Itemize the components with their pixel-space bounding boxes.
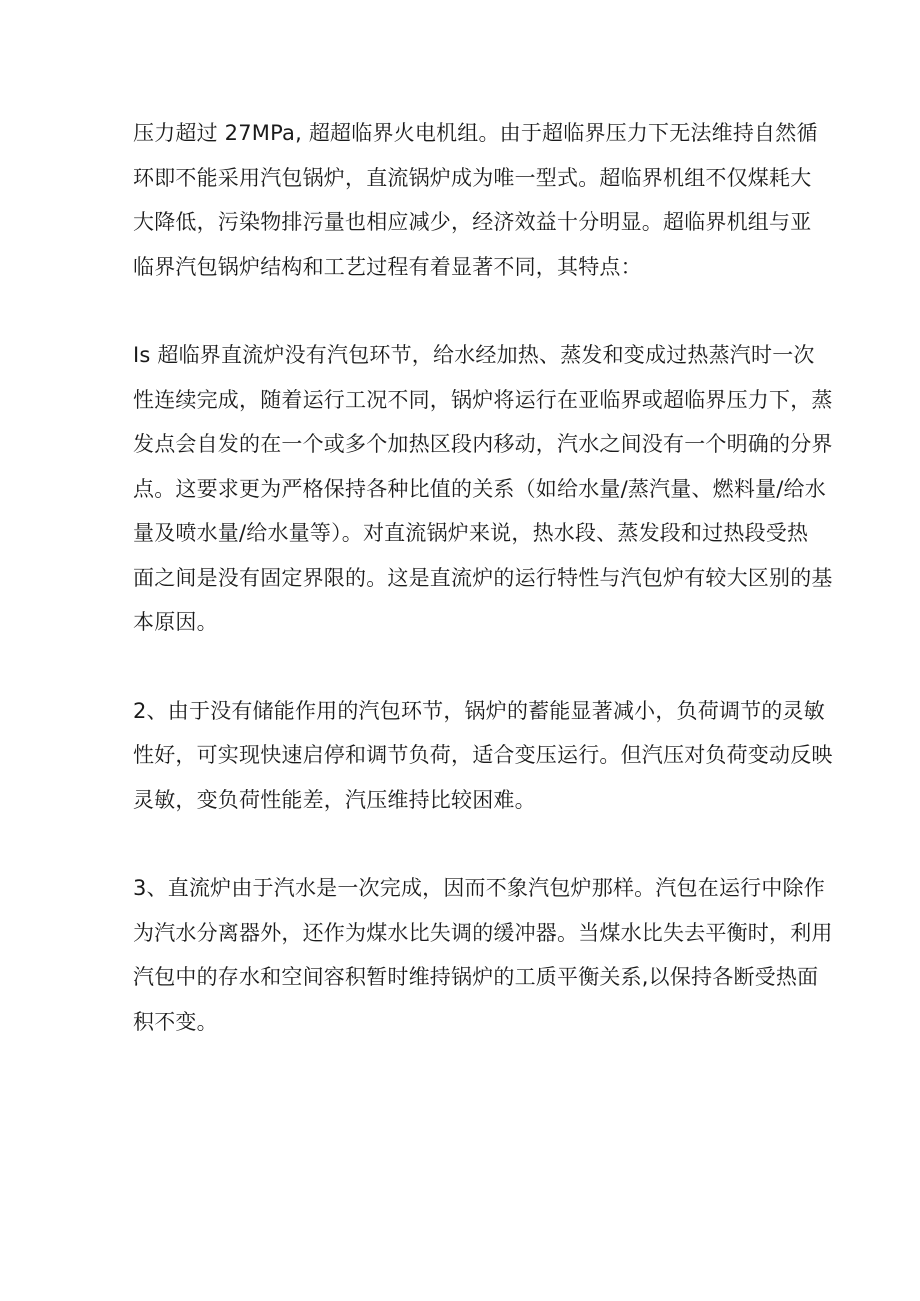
text-line: 环即不能采用汽包锅炉，直流锅炉成为唯一型式。超临界机组不仅煤耗大 <box>133 165 812 190</box>
text-line: 性好，可实现快速启停和调节负荷，适合变压运行。但汽压对负荷变动反映 <box>133 743 833 767</box>
text-line: 2、由于没有储能作用的汽包环节，锅炉的蓄能显著减小，负荷调节的灵敏 <box>133 698 825 723</box>
text-line: 大降低，污染物排污量也相应减少，经济效益十分明显。超临界机组与亚 <box>133 210 812 234</box>
document-body <box>133 111 833 1044</box>
text-line: 本原因。 <box>133 610 218 634</box>
text-line: 压力超过 27MPa, 超超临界火电机组。由于超临界压力下无法维持自然循 <box>133 121 818 145</box>
paragraph-point-2 <box>133 689 833 823</box>
text-line: 灵敏，变负荷性能差，汽压维持比较困难。 <box>133 787 536 812</box>
text-line: 量及喷水量/给水量等）。对直流锅炉来说，热水段、蒸发段和过热段受热 <box>133 521 809 545</box>
paragraph-intro <box>133 111 818 289</box>
text-line: 为汽水分离器外，还作为煤水比失调的缓冲器。当煤水比失去平衡时，利用 <box>133 920 833 945</box>
text-line: 点。这要求更为严格保持各种比值的关系（如给水量/蒸汽量、燃料量/给水 <box>133 476 826 501</box>
paragraph-point-3 <box>133 866 833 1044</box>
text-line: 发点会自发的在一个或多个加热区段内移动，汽水之间没有一个明确的分界 <box>133 432 833 456</box>
text-line: Is 超临界直流炉没有汽包环节，给水经加热、蒸发和变成过热蒸汽时一次 <box>133 343 815 367</box>
text-line: 面之间是没有固定界限的。这是直流炉的运行特性与汽包炉有较大区别的基 <box>133 565 833 590</box>
text-line: 汽包中的存水和空间容积暂时维持锅炉的工质平衡关系,以保持各断受热面 <box>133 965 819 989</box>
paragraph-point-1 <box>133 333 833 645</box>
text-line: 性连续完成，随着运行工况不同，锅炉将运行在亚临界或超临界压力下，蒸 <box>133 387 833 412</box>
text-line: 积不变。 <box>133 1009 218 1034</box>
text-line: 3、直流炉由于汽水是一次完成，因而不象汽包炉那样。汽包在运行中除作 <box>133 876 825 900</box>
text-line: 临界汽包锅炉结构和工艺过程有着显著不同，其特点： <box>133 254 642 279</box>
